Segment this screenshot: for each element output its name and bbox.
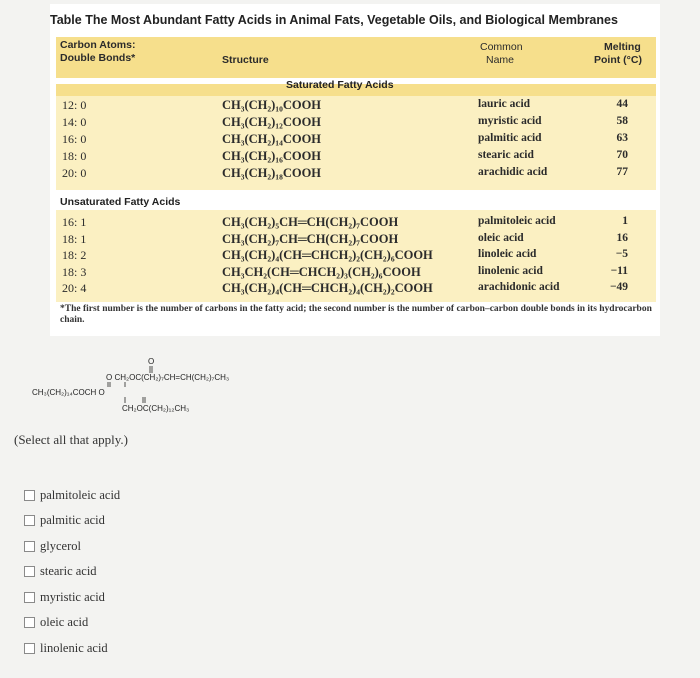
answer-option[interactable] [24,486,120,504]
header-structure: Structure [222,54,269,66]
melting-point-cell: 77 [616,166,628,178]
table-row [50,248,660,264]
unsaturated-label: Unsaturated Fatty Acids [60,196,181,208]
option-checkbox[interactable] [24,566,35,577]
melting-point-cell: 63 [616,132,628,144]
carbon-atoms-cell: 18: 1 [62,231,87,246]
fatty-acid-table [50,4,660,336]
option-checkbox[interactable] [24,643,35,654]
option-checkbox[interactable] [24,617,35,628]
triglyceride-structure [30,356,290,426]
structure-cell: CH₃(CH₂)₁₂COOH [222,115,322,129]
structure-cell: CH₃(CH₂)₁₈COOH [222,166,322,180]
answer-option[interactable] [24,563,97,581]
table-row [50,132,660,148]
molecule-line1: O CH₂OC(CH₂)₇CH=CH(CH₂)₇CH₃ [106,373,230,382]
table-row [50,149,660,165]
melting-point-cell: 58 [616,115,628,127]
table-row [50,265,660,281]
header-name-1: Common [480,41,523,53]
header-mp-2: Point (°C) [594,54,642,66]
molecule-line2: CH₃(CH₂)₁₄COCH O [32,388,105,397]
structure-cell: CH₃(CH₂)₁₄COOH [222,132,322,146]
melting-point-cell: 44 [616,98,628,110]
structure-cell: CH₃(CH₂)₄(CH═CHCH₂)₄(CH₂)₂COOH [222,281,433,295]
melting-point-cell: 1 [622,215,628,227]
saturated-label: Saturated Fatty Acids [286,79,394,91]
melting-point-cell: −11 [610,264,628,277]
common-name-cell: palmitoleic acid [478,215,556,227]
melting-point-cell: 70 [616,149,628,161]
option-label[interactable]: stearic acid [40,564,97,578]
common-name-cell: oleic acid [478,231,524,244]
structure-cell: CH₃CH₂(CH═CHCH₂)₃(CH₂)₆COOH [222,264,421,279]
carbon-atoms-cell: 18: 0 [62,149,87,163]
option-label[interactable]: palmitoleic acid [40,487,121,502]
carbon-atoms-cell: 20: 4 [62,281,87,295]
carbon-atoms-cell: 16: 1 [62,215,87,229]
answer-option[interactable] [24,588,105,606]
common-name-cell: linolenic acid [478,264,543,277]
common-name-cell: myristic acid [478,115,542,127]
melting-point-cell: −5 [615,248,628,260]
option-label[interactable]: linolenic acid [40,640,108,655]
option-label[interactable]: myristic acid [40,589,105,604]
header-atoms-1: Carbon Atoms: [60,39,136,51]
table-row [50,115,660,131]
option-checkbox[interactable] [24,490,35,501]
option-label[interactable]: palmitic acid [40,513,105,527]
melting-point-cell: 16 [616,231,628,244]
table-row [50,98,660,114]
structure-cell: CH₃(CH₂)₁₀COOH [222,98,322,112]
structure-cell: CH₃(CH₂)₅CH═CH(CH₂)₇COOH [222,215,399,229]
table-header [56,37,656,78]
carbon-atoms-cell: 18: 2 [62,248,87,262]
option-label[interactable]: glycerol [40,538,81,553]
structure-cell: CH₃(CH₂)₁₆COOH [222,149,322,163]
common-name-cell: palmitic acid [478,132,542,144]
option-label[interactable]: oleic acid [40,615,89,629]
molecule-o-top: O [148,357,155,366]
carbon-atoms-cell: 18: 3 [62,264,87,279]
carbon-atoms-cell: 12: 0 [62,98,87,112]
option-checkbox[interactable] [24,515,35,526]
common-name-cell: linoleic acid [478,248,537,260]
answer-option[interactable] [24,639,108,657]
carbon-atoms-cell: 20: 0 [62,166,87,180]
table-row [50,215,660,231]
answer-option[interactable] [24,537,81,555]
table-row [50,281,660,297]
table-row [50,166,660,182]
common-name-cell: stearic acid [478,149,534,161]
common-name-cell: arachidonic acid [478,281,560,293]
melting-point-cell: −49 [609,281,628,293]
molecule-line3: CH₂OC(CH₂)₁₂CH₃ [122,404,190,413]
carbon-atoms-cell: 14: 0 [62,115,87,129]
table-title: Table The Most Abundant Fatty Acids in Animal Fats, Vegetable Oils, and Biological Membranes [50,13,618,27]
answer-option[interactable] [24,512,105,530]
question-prompt: (Select all that apply.) [14,432,128,447]
option-checkbox[interactable] [24,592,35,603]
carbon-atoms-cell: 16: 0 [62,132,87,146]
answer-option[interactable] [24,614,88,632]
header-name-2: Name [486,54,515,66]
common-name-cell: arachidic acid [478,166,548,178]
common-name-cell: lauric acid [478,98,531,110]
header-atoms-2: Double Bonds* [60,52,136,64]
structure-cell: CH₃(CH₂)₄(CH═CHCH₂)₂(CH₂)₆COOH [222,248,433,262]
header-mp-1: Melting [604,41,641,53]
table-footnote: *The first number is the number of carbons in the fatty acid; the second number is the number of carbon–carbon double bonds in its hydrocarbon chain. [60,304,652,325]
table-row [50,232,660,248]
option-checkbox[interactable] [24,541,35,552]
structure-cell: CH₃(CH₂)₇CH═CH(CH₂)₇COOH [222,231,399,246]
